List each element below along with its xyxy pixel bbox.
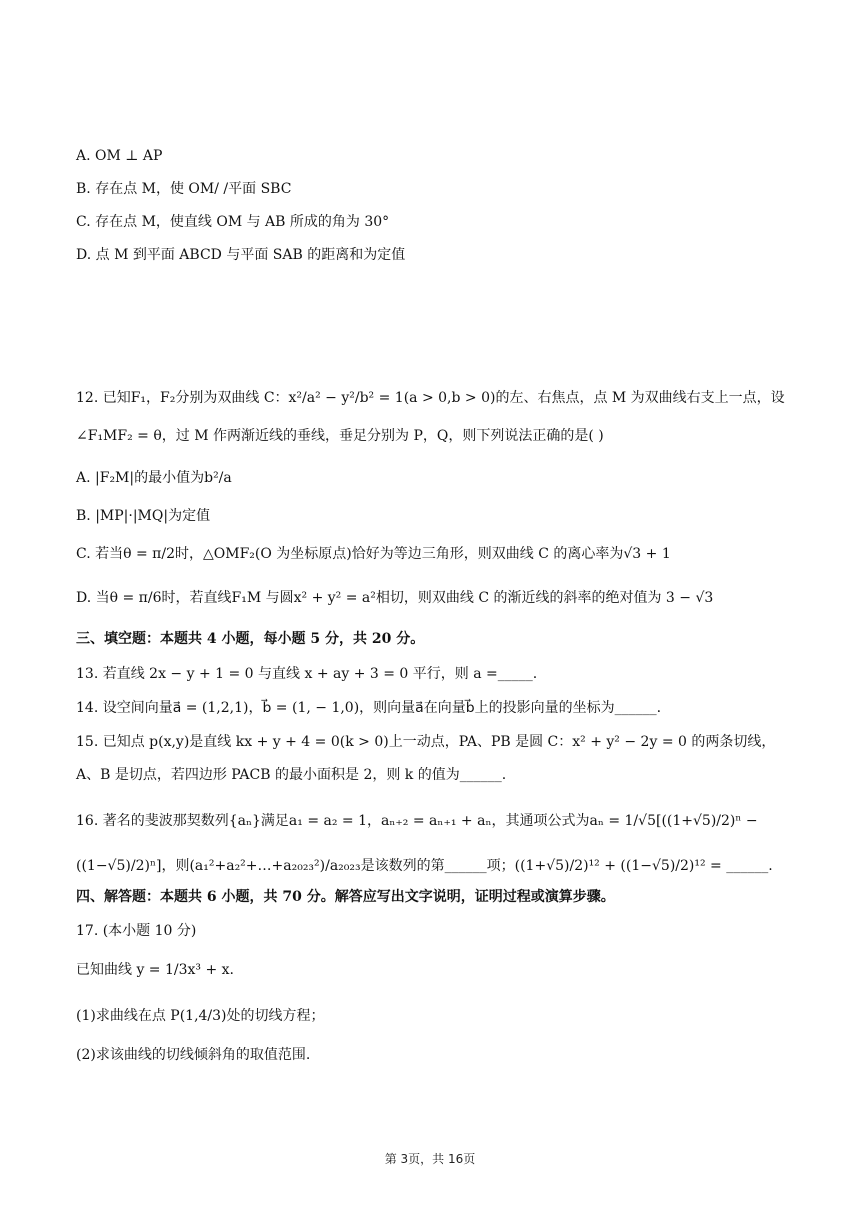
q15-line2: A、B 是切点，若四边形 PACB 的最小面积是 2，则 k 的值为______. xyxy=(76,767,507,783)
q11-option-d: D. 点 M 到平面 ABCD 与平面 SAB 的距离和为定值 xyxy=(76,247,406,263)
q13: 13. 若直线 2x − y + 1 = 0 与直线 x + ay + 3 = 0 平行，则 a =_____. xyxy=(76,666,538,682)
q16-line1: 16. 著名的斐波那契数列{aₙ}满足a₁ = a₂ = 1，aₙ₊₂ = aₙ₊₁ + aₙ，其通项公式为aₙ = 1/√5[((1+√5)/2)ⁿ − xyxy=(76,813,758,829)
q17-header: 17. (本小题 10 分) xyxy=(76,923,197,939)
q17-part1: (1)求曲线在点 P(1,4/3)处的切线方程； xyxy=(76,1008,325,1024)
q12-stem-line2: ∠F₁MF₂ = θ，过 M 作两渐近线的垂线，垂足分别为 P，Q，则下列说法正确的是( ) xyxy=(76,428,604,444)
q12-option-c: C. 若当θ = π/2时，△OMF₂(O 为坐标原点)恰好为等边三角形，则双曲线 C 的离心率为√3 + 1 xyxy=(76,546,671,562)
section-fill-blank-heading: 三、填空题：本题共 4 小题，每小题 5 分，共 20 分。 xyxy=(76,631,425,647)
q17-part2: (2)求该曲线的切线倾斜角的取值范围. xyxy=(76,1047,311,1063)
q12-option-b: B. |MP|·|MQ|为定值 xyxy=(76,508,211,524)
q14: 14. 设空间向量a⃗ = (1,2,1)，b⃗ = (1, − 1,0)，则向量a⃗在向量b⃗上的投影向量的坐标为______. xyxy=(76,700,662,716)
q12-option-d: D. 当θ = π/6时，若直线F₁M 与圆x² + y² = a²相切，则双曲线 C 的渐近线的斜率的绝对值为 3 − √3 xyxy=(76,590,714,606)
q11-option-b: B. 存在点 M，使 OM/ /平面 SBC xyxy=(76,181,292,197)
q15-line1: 15. 已知点 p(x,y)是直线 kx + y + 4 = 0(k > 0)上一动点，PA、PB 是圆 C：x² + y² − 2y = 0 的两条切线， xyxy=(76,734,776,750)
q12-option-a: A. |F₂M|的最小值为b²/a xyxy=(76,470,232,486)
q16-line2: ((1−√5)/2)ⁿ]，则(a₁²+a₂²+…+a₂₀₂₃²)/a₂₀₂₃是该数列的第______项；((1+√5)/2)¹² + ((1−√5)/2)¹² = ______. xyxy=(76,858,773,874)
q11-option-c: C. 存在点 M，使直线 OM 与 AB 所成的角为 30° xyxy=(76,214,390,230)
page-footer: 第 3页，共 16页 xyxy=(384,1152,476,1166)
q17-stem: 已知曲线 y = 1/3x³ + x. xyxy=(76,962,235,978)
section-answer-heading: 四、解答题：本题共 6 小题，共 70 分。解答应写出文字说明，证明过程或演算步骤。 xyxy=(76,889,615,905)
q12-stem-line1: 12. 已知F₁，F₂分别为双曲线 C：x²/a² − y²/b² = 1(a > 0,b > 0)的左、右焦点，点 M 为双曲线右支上一点，设 xyxy=(76,390,785,406)
q11-option-a: A. OM ⊥ AP xyxy=(76,148,163,164)
